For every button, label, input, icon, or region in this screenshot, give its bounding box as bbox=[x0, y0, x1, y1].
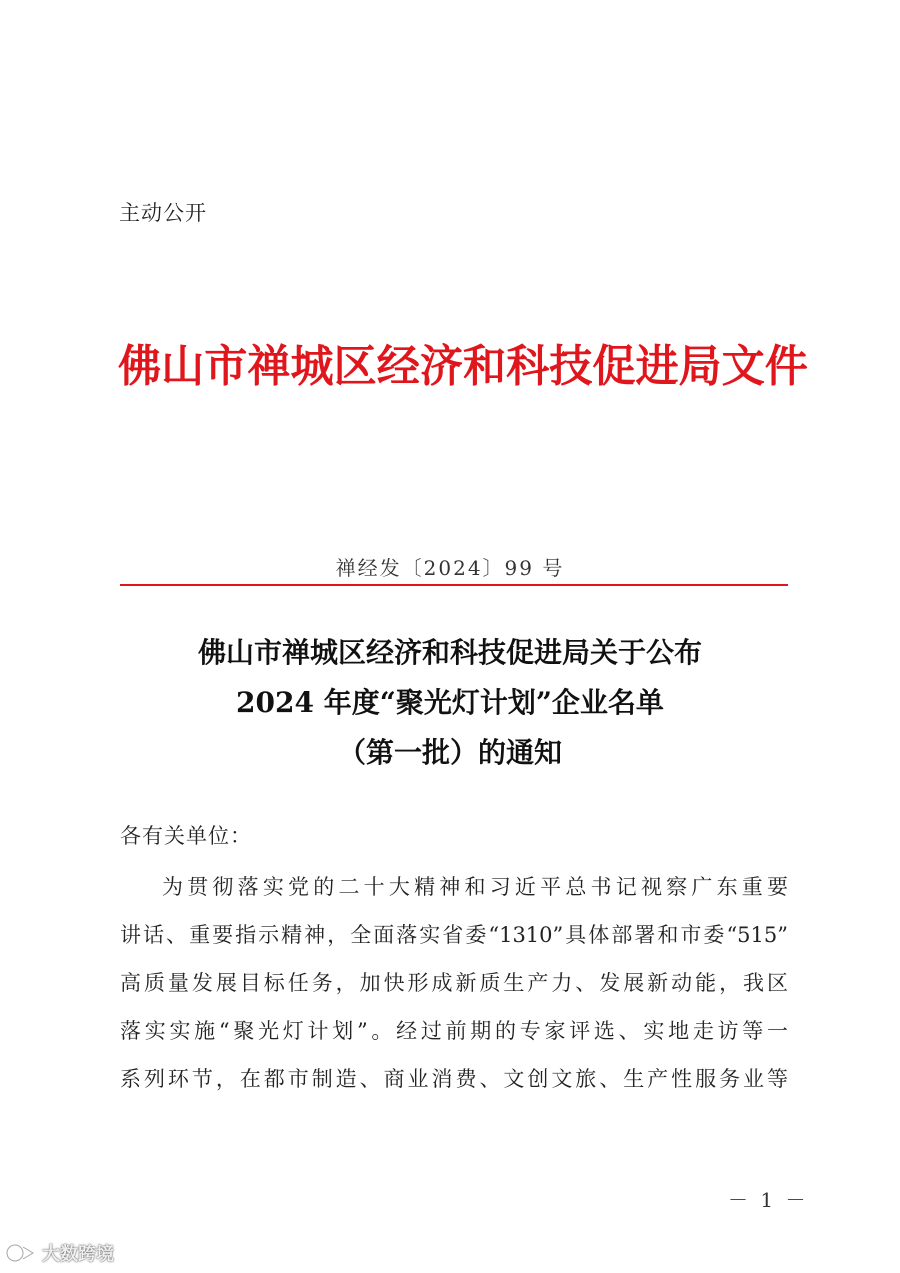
document-number: 禅经发〔2024〕99 号 bbox=[335, 556, 565, 580]
body-line: 为贯彻落实党的二十大精神和习近平总书记视察广东重要 bbox=[162, 875, 788, 899]
body-paragraph bbox=[120, 863, 788, 1103]
watermark-text: 大数跨境 bbox=[42, 1244, 114, 1265]
body-line: 高质量发展目标任务，加快形成新质生产力、发展新动能，我区 bbox=[120, 971, 788, 995]
body-line: 系列环节，在都市制造、商业消费、文创文旅、生产性服务业等 bbox=[120, 1067, 788, 1091]
watermark-logo-icon bbox=[4, 1241, 38, 1265]
salutation: 各有关单位： bbox=[120, 824, 252, 848]
page-number: － 1 － bbox=[728, 1188, 809, 1212]
disclosure-label: 主动公开 bbox=[119, 201, 207, 225]
watermark bbox=[4, 1240, 114, 1266]
body-line: 讲话、重要指示精神，全面落实省委“1310”具体部署和市委“515” bbox=[120, 923, 788, 947]
body-line: 落实实施“聚光灯计划”。经过前期的专家评选、实地走访等一 bbox=[120, 1019, 788, 1043]
title-line: 佛山市禅城区经济和科技促进局关于公布 bbox=[197, 636, 702, 669]
masthead-title: 佛山市禅城区经济和科技促进局文件 bbox=[118, 341, 808, 392]
title-line: 2024 年度“聚光灯计划”企业名单 bbox=[236, 686, 664, 719]
title-line: （第一批）的通知 bbox=[337, 736, 562, 769]
notice-title bbox=[0, 628, 900, 778]
red-divider-line bbox=[120, 584, 788, 586]
